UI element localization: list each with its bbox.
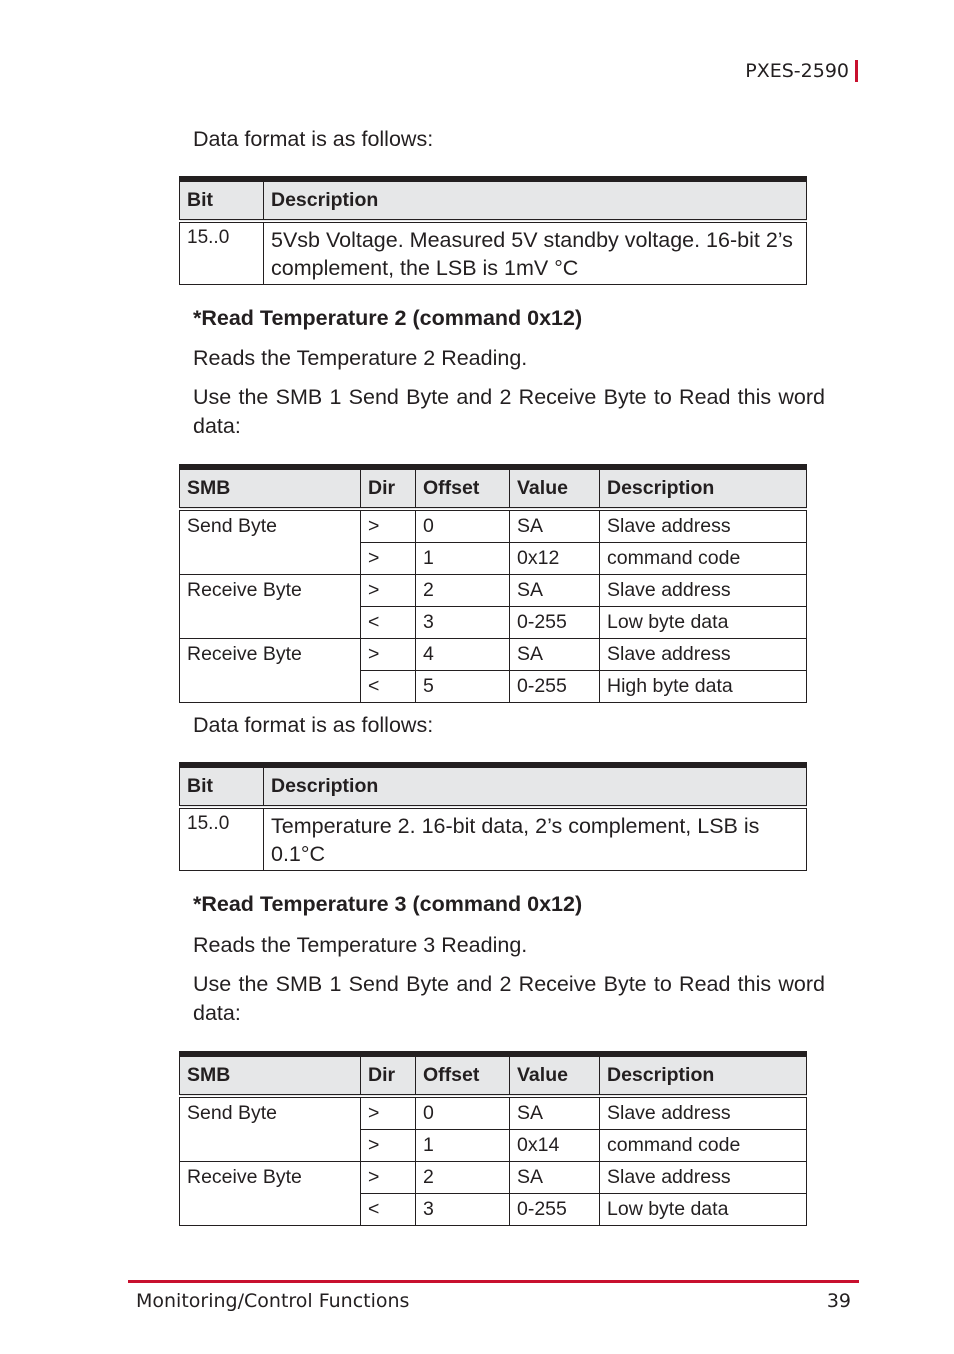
footer-section-title: Monitoring/Control Functions <box>136 1290 410 1312</box>
column-header-bit: Bit <box>180 765 264 807</box>
smb-cell: Send Byte <box>180 509 361 575</box>
offset-cell: 5 <box>416 671 510 703</box>
offset-cell: 2 <box>416 575 510 607</box>
column-header-bit: Bit <box>180 179 264 221</box>
section-heading-temperature-3: *Read Temperature 3 (command 0x12) <box>193 892 583 916</box>
column-header-dir: Dir <box>361 1054 416 1096</box>
smb-cell: Receive Byte <box>180 639 361 703</box>
value-cell: 0-255 <box>510 1194 600 1226</box>
value-cell: SA <box>510 509 600 543</box>
dir-cell: > <box>361 575 416 607</box>
offset-cell: 1 <box>416 543 510 575</box>
bit-cell: 15..0 <box>180 807 264 871</box>
offset-cell: 3 <box>416 1194 510 1226</box>
value-cell: SA <box>510 1162 600 1194</box>
column-header-description: Description <box>264 765 807 807</box>
dir-cell: < <box>361 671 416 703</box>
page-number: 39 <box>826 1290 851 1312</box>
description-cell: Low byte data <box>600 1194 807 1226</box>
description-cell: command code <box>600 1130 807 1162</box>
description-cell: Temperature 2. 16-bit data, 2’s complement, LSB is 0.1°C <box>264 807 807 871</box>
table-row <box>180 221 807 285</box>
column-header-dir: Dir <box>361 467 416 509</box>
smb-cell: Send Byte <box>180 1096 361 1162</box>
footer-divider <box>128 1280 859 1283</box>
description-cell: Low byte data <box>600 607 807 639</box>
value-cell: SA <box>510 575 600 607</box>
description-cell: Slave address <box>600 509 807 543</box>
table-row <box>180 509 807 543</box>
column-header-description: Description <box>264 179 807 221</box>
offset-cell: 4 <box>416 639 510 671</box>
value-cell: SA <box>510 639 600 671</box>
column-header-offset: Offset <box>416 1054 510 1096</box>
offset-cell: 3 <box>416 607 510 639</box>
data-format-intro: Data format is as follows: <box>193 127 434 151</box>
value-cell: 0x14 <box>510 1130 600 1162</box>
description-cell: Slave address <box>600 1162 807 1194</box>
dir-cell: < <box>361 607 416 639</box>
column-header-description: Description <box>600 1054 807 1096</box>
column-header-offset: Offset <box>416 467 510 509</box>
dir-cell: > <box>361 543 416 575</box>
dir-cell: > <box>361 1096 416 1130</box>
value-cell: SA <box>510 1096 600 1130</box>
table-row <box>180 1096 807 1130</box>
column-header-smb: SMB <box>180 1054 361 1096</box>
smb-protocol-table <box>179 1051 807 1226</box>
document-model-header: PXES-2590 <box>745 60 858 82</box>
reads-description: Reads the Temperature 3 Reading. <box>193 933 528 957</box>
smb-protocol-table <box>179 464 807 703</box>
bit-format-table <box>179 762 807 871</box>
description-cell: Slave address <box>600 639 807 671</box>
smb-cell: Receive Byte <box>180 1162 361 1226</box>
dir-cell: < <box>361 1194 416 1226</box>
table-row <box>180 639 807 671</box>
table-row <box>180 1162 807 1194</box>
dir-cell: > <box>361 1130 416 1162</box>
value-cell: 0-255 <box>510 607 600 639</box>
description-cell: 5Vsb Voltage. Measured 5V standby voltage. 16-bit 2’s complement, the LSB is 1mV °C <box>264 221 807 285</box>
column-header-value: Value <box>510 467 600 509</box>
bit-cell: 15..0 <box>180 221 264 285</box>
value-cell: 0-255 <box>510 671 600 703</box>
smb-cell: Receive Byte <box>180 575 361 639</box>
description-cell: Slave address <box>600 1096 807 1130</box>
table-row <box>180 807 807 871</box>
dir-cell: > <box>361 509 416 543</box>
column-header-value: Value <box>510 1054 600 1096</box>
description-cell: High byte data <box>600 671 807 703</box>
data-format-intro: Data format is as follows: <box>193 713 434 737</box>
offset-cell: 2 <box>416 1162 510 1194</box>
offset-cell: 1 <box>416 1130 510 1162</box>
table-row <box>180 575 807 607</box>
column-header-description: Description <box>600 467 807 509</box>
offset-cell: 0 <box>416 509 510 543</box>
section-heading-temperature-2: *Read Temperature 2 (command 0x12) <box>193 306 583 330</box>
usage-description: Use the SMB 1 Send Byte and 2 Receive Byte to Read this word data: <box>193 385 825 438</box>
description-cell: Slave address <box>600 575 807 607</box>
reads-description: Reads the Temperature 2 Reading. <box>193 346 528 370</box>
description-cell: command code <box>600 543 807 575</box>
dir-cell: > <box>361 1162 416 1194</box>
bit-format-table <box>179 176 807 285</box>
column-header-smb: SMB <box>180 467 361 509</box>
value-cell: 0x12 <box>510 543 600 575</box>
usage-description: Use the SMB 1 Send Byte and 2 Receive Byte to Read this word data: <box>193 972 825 1025</box>
dir-cell: > <box>361 639 416 671</box>
offset-cell: 0 <box>416 1096 510 1130</box>
